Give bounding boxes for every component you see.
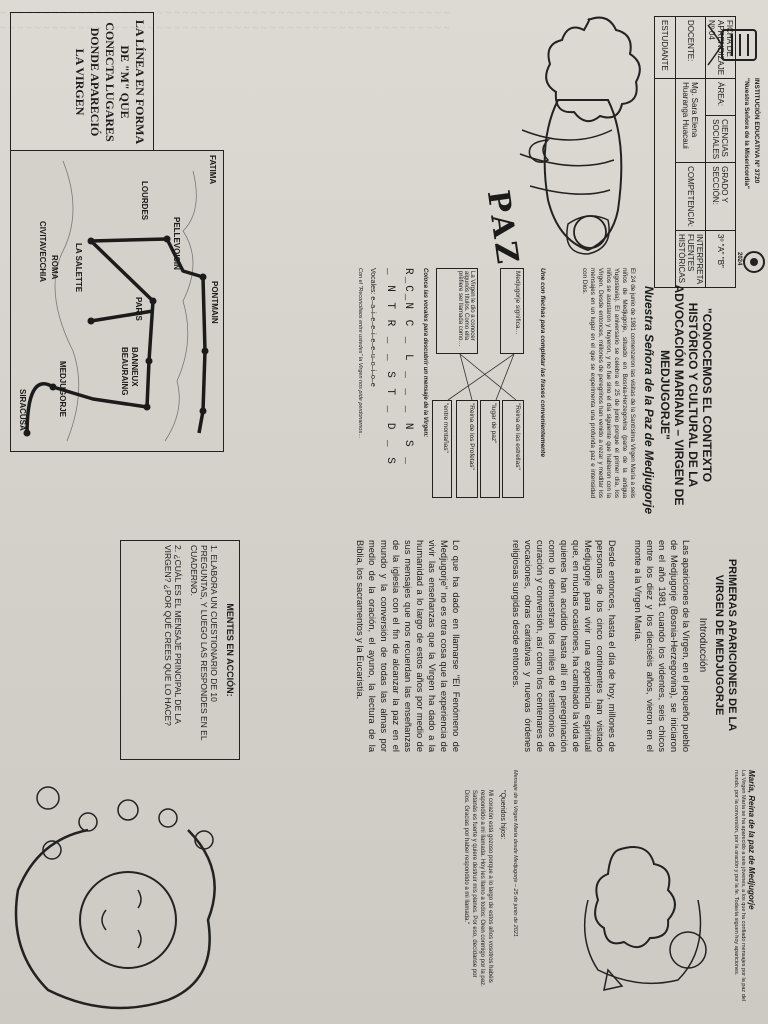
place-civitavecchia: CIVITAVECCHIA bbox=[38, 221, 47, 283]
match-right-4-text: "entre montañas" bbox=[442, 403, 449, 453]
activity-question-1: 1. ELABORA UN CUESTIONARIO DE 10 PREGUNTAS, Y LUEGO LAS RESPONDES EN EL CUADERNO. bbox=[189, 545, 219, 741]
docente-label: DOCENTE: bbox=[676, 17, 706, 79]
matching-instruction: Une con flechas para completar las frases convenientemente bbox=[539, 268, 546, 457]
puzzle-instruction: Coloca las vocales para descubrir un mensaje de la Virgen: bbox=[422, 268, 428, 438]
place-pontmain: PONTMAIN bbox=[210, 281, 219, 324]
place-beauraing: BEAURAING bbox=[120, 347, 129, 396]
section2-p3: Lo que ha dado en llamarse "El Fenómeno de Medjugorje" no es otra cosa que la experiencia de vivir las enseñanzas que la Virgen ha dado a la humanidad a lo largo de estos años por medio de sus mensajes que nos recuerdan las enseñanzas de la iglesia con el fin de alcanzar la paz en el mundo y la conversión de todas las almas por medio de la oración, el ayuno, la lectura de la Biblia, los sacramentos y la Eucaristía. bbox=[355, 540, 461, 752]
school-seal-right bbox=[742, 250, 766, 274]
message-text: Mi corazón está gozoso porque a lo largo de estos años vosotros habéis respondido a mi llamada. Hoy les llamo a todos: Oren conmigo por la paz. Satanás es fuerte y quiere destruir mis planes. Por eso, decídanse por Dios. Gracias por haber respondido a mi llamada." bbox=[463, 790, 493, 987]
puzzle-vowels: Vocales: e–a–i–e–e–i–e–e–u–o–i–o–e bbox=[369, 268, 376, 387]
institution-line1: INSTITUCIÓN EDUCATIVA Nº 3720 bbox=[753, 78, 760, 184]
paz-banner: PAZ bbox=[479, 187, 526, 270]
match-right-1[interactable] bbox=[502, 400, 524, 498]
estudiante-field[interactable] bbox=[655, 79, 676, 288]
match-right-2-text: "lugar de paz" bbox=[490, 403, 497, 444]
match-left-1-text: Medjugorje significa… bbox=[514, 271, 521, 335]
flower-crown-illustration bbox=[8, 770, 248, 1020]
seal-icon bbox=[742, 250, 766, 274]
map-box bbox=[10, 150, 224, 452]
section2-intro-label: Introducción bbox=[697, 617, 708, 673]
grade-label: GRADO Y SECCIÓN: bbox=[706, 163, 736, 231]
seal-year: 2024 bbox=[736, 252, 742, 266]
map-caption-text: LA LÍNEA EN FORMA DE "M" QUE CONECTA LUGARES DONDE APARECIÓ LA VIRGEN bbox=[73, 19, 147, 145]
activities-heading: MENTES EN ACCIÓN: bbox=[225, 603, 235, 697]
institution-line2: "Nuestra Señora de la Misericordia" bbox=[743, 78, 750, 189]
estudiante-label: ESTUDIANTE bbox=[655, 17, 676, 79]
place-roma: ROMA bbox=[50, 255, 59, 280]
match-right-4[interactable] bbox=[432, 400, 452, 498]
area-label: ÁREA: bbox=[706, 79, 736, 116]
place-lourdes: LOURDES bbox=[140, 181, 149, 221]
match-right-3-text: "Reina de los Profetas" bbox=[468, 403, 475, 470]
match-left-2[interactable] bbox=[436, 268, 478, 354]
second-virgin-illustration bbox=[528, 840, 728, 1010]
docente-value: Mg. Sara Elena Huaranga Huacaui bbox=[676, 79, 706, 163]
match-left-1[interactable] bbox=[500, 268, 524, 354]
side-note-title: María, Reina de la paz de Medjugorje bbox=[747, 770, 756, 910]
activities-box bbox=[120, 540, 240, 760]
section2-heading: PRIMERAS APARICIONES DE LA VIRGEN DE MEDJUGORJE bbox=[713, 558, 738, 732]
place-paris: PARIS bbox=[134, 297, 143, 321]
grade-value: 3º "A" "B" bbox=[706, 231, 736, 288]
dove-icon bbox=[604, 970, 622, 990]
section1-heading: Nuestra Señora de la Paz de Medjugorje bbox=[642, 285, 656, 515]
section2-p2: Desde entonces, hasta el día de hoy, millones de personas de los cinco continentes han visitado Medjugorje para vivir una experiencia espiritual que, en muchas ocasiones, ha cambiado la vida de quienes han acudido hasta allí en peregrinación como lo demuestran los miles de testimonios de curación y conversión, así como los centenares de vocaciones, obras caritativas y nuevas órdenes religiosas surgidas desde entonces. bbox=[511, 540, 617, 752]
place-fatima: FATIMA bbox=[208, 155, 217, 185]
message-caption: Mensaje de la Virgen María desde Medjugorje – 25 de junio de 2021 bbox=[512, 770, 518, 937]
place-siracusa: SIRACUSA bbox=[18, 389, 27, 431]
puzzle-line2[interactable]: _ N T R _ _ S T _ D _ S bbox=[384, 268, 396, 466]
bleed-through-texture: ~ ~ ~ ~ ~ ~ ~ ~ ~ ~ ~ ~ ~ ~ ~ ~ ~ ~ ~ ~ ~ ~ ~ ~ ~ ~ ~ ~ ~ ~ ~ ~ ~ ~ ~ ~ ~ ~ ~ ~ ~ ~ ~ ~ ~ ~ ~ ~ ~ ~ ~ ~ ~ ~ ~ ~ ~ ~ ~ ~ ~ ~ ~ ~ ~ ~ ~ ~ ~ ~ ~ ~ ~ ~ ~ ~ ~ ~ ~ ~ ~ ~ ~ ~ ~ ~ ~ ~ ~ ~ ~ ~ ~ ~ ~ ~ ~ ~ ~ ~ ~ ~ ~ ~ bbox=[0, 7, 450, 34]
competencia-label: COMPETENCIA: bbox=[676, 163, 706, 231]
activity-question-2: 2. ¿CUÁL ES EL MENSAJE PRINCIPAL DE LA VIRGEN? ¿POR QUÉ CREES QUE LO HACE? bbox=[163, 545, 183, 726]
match-left-2-text: La Virgen le dio a conocer algunos títulos. Como ella prefiere ser llamada como… bbox=[457, 271, 475, 347]
place-banneux: BANNEUX bbox=[130, 347, 139, 387]
place-pellevoisin: PELLEVOISIN bbox=[172, 217, 181, 270]
header-table bbox=[654, 16, 736, 288]
match-right-3[interactable] bbox=[456, 400, 478, 498]
match-right-2[interactable] bbox=[480, 400, 500, 498]
side-note-text: La Virgen María se ha aparecido a seis jóvenes, a los que ha confiado mensajes por la paz del mundo, por la conversión, por la oración y por la fe. Todavía siguen hoy apariciones. bbox=[733, 770, 746, 1002]
message-greeting: "Queridos hijos: bbox=[499, 790, 506, 840]
match-right-1-text: "Reina de las estrellas" bbox=[514, 403, 521, 470]
place-la-salette: LA SALETTE bbox=[74, 243, 83, 293]
section2-p1: Las apariciones de la Virgen, en el pequeño pueblo de Medjugorje (Bosnia-Herzegovina), se iniciaron en el año 1981 cuando los videntes, seis chicos entre los diez y los dieciséis años, vieron en el monte a la Virgen María. bbox=[633, 540, 691, 752]
section1-body: El 24 de junio de 1981 comenzaron las visitas de la Santísima Virgen María a seis niños de Medjugorje, situado en Bosnia-Herzegovina (parte de la antigua Yugoslavia). El aniversario se celebra el 25 de junio porque el primer día, los niños se asustaron y huyeron, y no fue sino el día siguiente que hablaron con la Virgen. Desde entonces, millones de peregrinos han venido a rezar y meditar los mensajes en un lugar en el que se experimenta una profunda paz e intensidad con Dios. bbox=[581, 268, 636, 498]
ficha-label: FICHA DE APRENDIZAJE Nº 04 bbox=[706, 17, 736, 79]
cloud-illustration bbox=[546, 18, 640, 122]
puzzle-hint: Con el "Reconciliaos entre ustedes" la Virgen nos pide perdonarnos… bbox=[357, 268, 363, 439]
area-value: CIENCIAS SOCIALES bbox=[706, 116, 736, 163]
competencia-value: INTERPRETA FUENTES HISTÓRICAS bbox=[676, 231, 706, 288]
puzzle-line1[interactable]: R_C_N C _ L _ _ _ N S _ bbox=[402, 268, 414, 466]
m-line-map bbox=[11, 151, 223, 451]
map-caption bbox=[10, 12, 154, 152]
place-medjugorje: MEDJUGORJE bbox=[58, 361, 67, 418]
matching-lines bbox=[438, 354, 518, 400]
page-title: "CONOCEMOS EL CONTEXTO HISTÓRICO Y CULTURAL DE LA ADVOCACIÓN MARIANA – VIRGEN DE MEDJUGORJE" bbox=[658, 284, 714, 506]
